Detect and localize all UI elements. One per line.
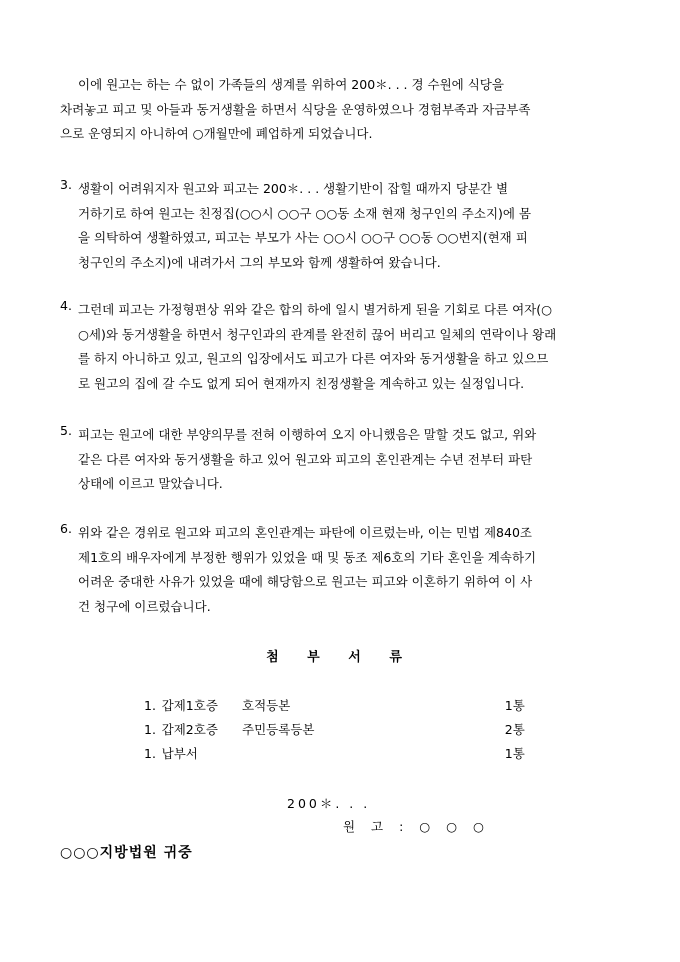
attachment-number: 1. xyxy=(144,722,156,737)
plaintiff-signature: 원 고 : ○ ○ ○ xyxy=(343,819,490,834)
paragraph-number: 6. xyxy=(60,521,72,536)
paragraph-line: 로 원고의 집에 갈 수도 없게 되어 현재까지 친정생활을 계속하고 있는 실정입니다. xyxy=(78,375,525,391)
attachment-number: 1. xyxy=(144,746,156,761)
paragraph-2 xyxy=(60,73,625,147)
paragraph-4 xyxy=(60,298,625,396)
paragraph-line: 그런데 피고는 가정형편상 위와 같은 합의 하에 일시 별거하게 된을 기회로 다른 여자(○ xyxy=(78,302,553,317)
paragraph-number: 5. xyxy=(60,423,72,438)
paragraph-line: 으로 운영되지 아니하여 ○개월만에 폐업하게 되었습니다. xyxy=(60,126,373,141)
list-item xyxy=(144,694,544,718)
paragraph-6 xyxy=(60,521,625,619)
attachments-list xyxy=(144,694,544,766)
list-item xyxy=(144,718,544,742)
paragraph-line: 거하기로 하여 원고는 친정집(○○시 ○○구 ○○동 소재 현재 청구인의 주소지)에 몸 xyxy=(78,205,532,221)
paragraph-number: 4. xyxy=(60,298,72,313)
attachment-number: 1. xyxy=(144,698,156,713)
paragraph-line: 이에 원고는 하는 수 없이 가족들의 생계를 위하여 200＊. . . 경 수원에 식당을 xyxy=(78,77,504,92)
paragraph-line: 를 하지 아니하고 있고, 원고의 입장에서도 피고가 다른 여자와 동거생활을 하고 있으므 xyxy=(78,351,549,366)
paragraph-line: 을 의탁하여 생활하였고, 피고는 부모가 사는 ○○시 ○○구 ○○동 ○○번지(현재 피 xyxy=(78,230,528,245)
attachment-count: 2통 xyxy=(504,722,525,737)
paragraph-line: 생활이 어려워지자 원고와 피고는 200＊. . . 생활기반이 잡힐 때까지 당분간 별 xyxy=(78,181,509,196)
list-item xyxy=(144,742,544,766)
attachment-name xyxy=(242,742,505,766)
paragraph-number: 3. xyxy=(60,177,72,192)
paragraph-line: ○세)와 동거생활을 하면서 청구인과의 관계를 완전히 끊어 버리고 일체의 연락이나 왕래 xyxy=(78,326,557,342)
paragraph-line: 차려놓고 피고 및 아들과 동거생활을 하면서 식당을 운영하였으나 경험부족과 자금부족 xyxy=(60,101,531,117)
paragraph-line: 어려운 중대한 사유가 있었을 때에 해당함으로 원고는 피고와 이혼하기 위하여 이 사 xyxy=(78,574,533,589)
attachment-count: 1통 xyxy=(504,698,525,713)
attachment-count: 1통 xyxy=(504,746,525,761)
paragraph-line: 위와 같은 경위로 원고와 피고의 혼인관계는 파탄에 이르렀는바, 이는 민법 제840조 xyxy=(78,525,532,540)
paragraph-line: 청구인의 주소지)에 내려가서 그의 부모와 함께 생활하여 왔습니다. xyxy=(78,254,441,270)
paragraph-5 xyxy=(60,423,625,497)
attachment-code: 갑제1호증 xyxy=(161,698,218,713)
paragraph-line: 같은 다른 여자와 동거생활을 하고 있어 원고와 피고의 혼인관계는 수년 전부터 파탄 xyxy=(78,451,533,467)
court-addressee: ○○○지방법원 귀중 xyxy=(60,845,193,861)
attachment-name: 호적등본 xyxy=(242,698,291,713)
document-date: 200＊. . . xyxy=(287,796,371,811)
attachment-name: 주민등록등본 xyxy=(242,722,315,737)
attachments-title: 첨 부 서 류 xyxy=(266,650,414,665)
paragraph-line: 피고는 원고에 대한 부양의무를 전혀 이행하여 오지 아니했음은 말할 것도 없고, 위와 xyxy=(78,427,537,442)
paragraph-3 xyxy=(60,177,625,275)
attachment-code: 갑제2호증 xyxy=(161,722,218,737)
paragraph-line: 제1호의 배우자에게 부정한 행위가 있었을 때 및 동조 제6호의 기타 혼인을 계속하기 xyxy=(78,549,537,565)
attachment-code: 납부서 xyxy=(161,746,198,761)
paragraph-line: 상태에 이르고 말았습니다. xyxy=(78,476,223,491)
paragraph-line: 건 청구에 이르렀습니다. xyxy=(78,598,211,614)
